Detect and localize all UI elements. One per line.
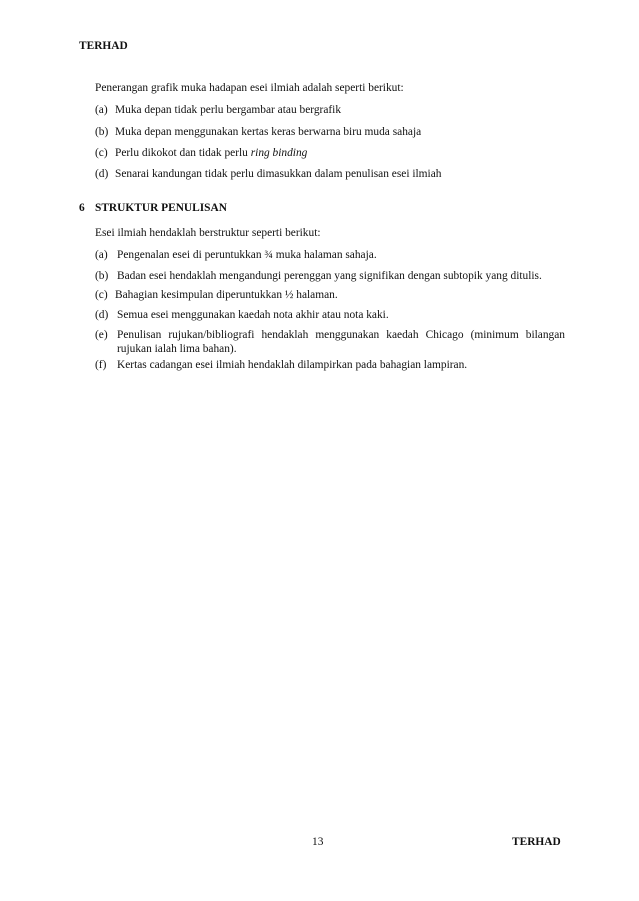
list-item-text: Senarai kandungan tidak perlu dimasukkan dalam penulisan esei ilmiah bbox=[115, 168, 442, 180]
section-item-c bbox=[95, 288, 338, 302]
section-item-a bbox=[95, 248, 377, 262]
list-marker: (b) bbox=[95, 126, 109, 138]
list-marker: (a) bbox=[95, 249, 108, 261]
section-item-f bbox=[95, 358, 467, 372]
list-marker: (c) bbox=[95, 147, 108, 159]
list-item-text: Semua esei menggunakan kaedah nota akhir atau nota kaki. bbox=[117, 309, 389, 321]
list-marker: (b) bbox=[95, 270, 109, 282]
section-item-b bbox=[95, 269, 542, 283]
intro-item-b bbox=[95, 125, 421, 139]
header-classification: TERHAD bbox=[79, 40, 128, 52]
list-item-text: Pengenalan esei di peruntukkan ¾ muka halaman sahaja. bbox=[117, 249, 377, 261]
intro-text: Penerangan grafik muka hadapan esei ilmiah adalah seperti berikut: bbox=[95, 82, 404, 94]
section-title: STRUKTUR PENULISAN bbox=[95, 202, 227, 214]
list-marker: (f) bbox=[95, 359, 107, 371]
list-item-text: Bahagian kesimpulan diperuntukkan ½ halaman. bbox=[115, 289, 338, 301]
list-marker: (a) bbox=[95, 104, 108, 116]
section-number: 6 bbox=[79, 202, 85, 214]
section-intro: Esei ilmiah hendaklah berstruktur seperti berikut: bbox=[95, 227, 321, 239]
list-item-text: Kertas cadangan esei ilmiah hendaklah dilampirkan pada bahagian lampiran. bbox=[117, 359, 468, 371]
list-item-text: Muka depan tidak perlu bergambar atau bergrafik bbox=[115, 104, 342, 116]
list-item-text: Penulisan rujukan/bibliografi hendaklah menggunakan kaedah Chicago (minimum bilangan rujukan ialah lima bahan). bbox=[117, 329, 565, 355]
list-marker: (d) bbox=[95, 168, 109, 180]
section-item-e bbox=[95, 328, 565, 356]
list-item-text: Muka depan menggunakan kertas keras berwarna biru muda sahaja bbox=[115, 126, 422, 138]
section-item-d bbox=[95, 308, 389, 322]
list-item-italic: ring binding bbox=[250, 147, 308, 159]
page-number: 13 bbox=[312, 836, 324, 848]
list-marker: (e) bbox=[95, 329, 108, 341]
list-marker: (c) bbox=[95, 289, 108, 301]
intro-item-a bbox=[95, 103, 341, 117]
list-marker: (d) bbox=[95, 309, 109, 321]
list-item-text: Badan esei hendaklah mengandungi perenggan yang signifikan dengan subtopik yang ditulis. bbox=[117, 270, 542, 282]
list-item-text: Perlu dikokot dan tidak perlu bbox=[115, 147, 251, 159]
footer-classification: TERHAD bbox=[512, 836, 561, 848]
intro-item-d bbox=[95, 167, 441, 181]
intro-item-c bbox=[95, 146, 307, 160]
